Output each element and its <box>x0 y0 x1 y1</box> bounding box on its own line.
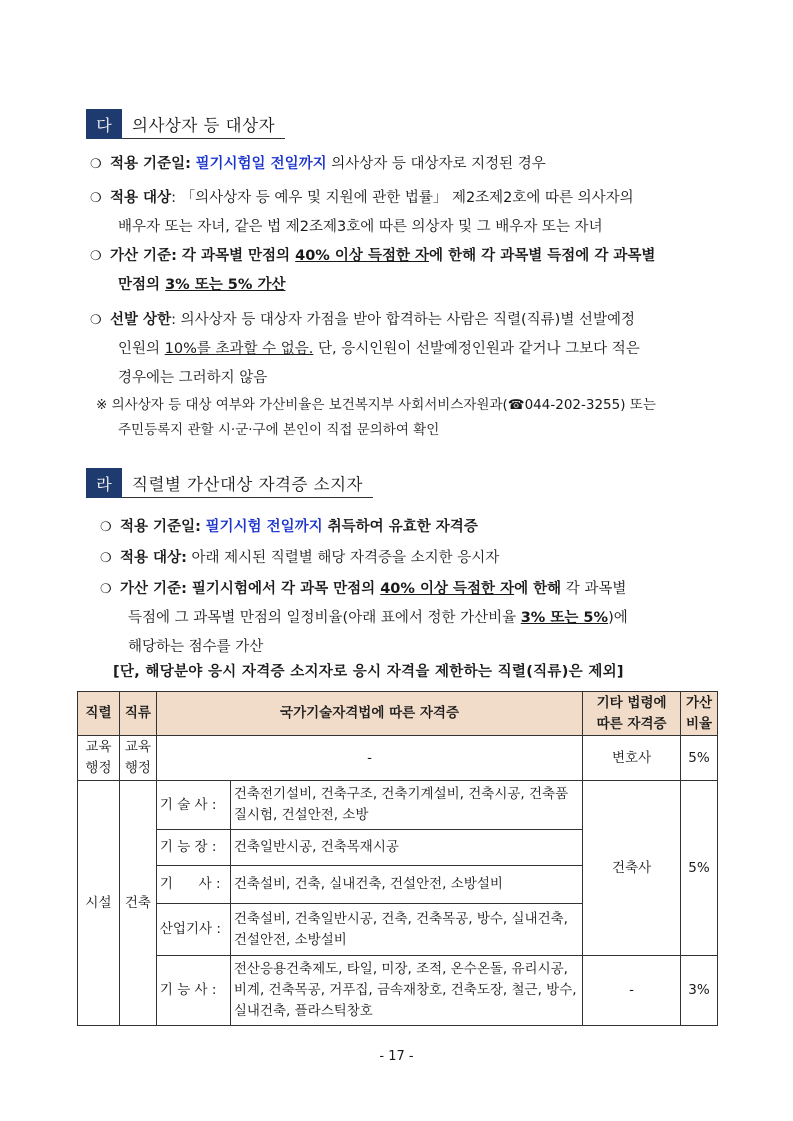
restriction-note: [단, 해당분야 응시 자격증 소지자로 응시 자격을 제한하는 직렬(직류)은 제외] <box>113 664 624 680</box>
table-row: 교육 행정 교육 행정 - 변호사 5% <box>78 736 718 781</box>
da-item-date: ❍ 적용 기준일: 필기시험일 전일까지 의사상자 등 대상자로 지정된 경우 <box>90 156 546 172</box>
da-item-limit: ❍ 선발 상한: 의사상자 등 대상자 가점을 받아 합격하는 사람은 직렬(직류)별 선발예정 인원의 10%를 초과할 수 없음. 단, 응시인원이 선발예정인원과 같거나 그보다 적은 경우에는 그러하지 않음 <box>90 312 640 386</box>
header-qualification: 국가기술자격법에 따른 자격증 <box>156 692 582 736</box>
section-da-header <box>86 109 285 139</box>
section-da-title: 의사상자 등 대상자 <box>122 109 285 139</box>
table-row: 기 능 장 : 건축일반시공, 건축목재시공 <box>78 830 718 866</box>
page-number: - 17 - <box>379 1049 414 1064</box>
section-ra-marker: 라 <box>86 468 122 498</box>
section-da-marker: 다 <box>86 109 122 139</box>
ra-item-criteria: ❍ 가산 기준: 필기시험에서 각 과목 만점의 40% 이상 득점한 자에 한해 각 과목별 득점에 그 과목별 만점의 일정비율(아래 표에서 정한 가산비율 3% 또는 5%)에 해당하는 점수를 가산 <box>100 581 628 655</box>
ra-item-target: ❍ 적용 대상: 아래 제시된 직렬별 해당 자격증을 소지한 응시자 <box>100 550 500 566</box>
da-item-target: ❍ 적용 대상: 「의사상자 등 예우 및 지원에 관한 법률」 제2조제2호에 따른 의사자의 배우자 또는 자녀, 같은 법 제2조제3호에 따른 의상자 및 그 배우자 또는 자녀 <box>90 190 634 235</box>
da-item-criteria: ❍ 가산 기준: 각 과목별 만점의 40% 이상 득점한 자에 한해 각 과목별 득점에 각 과목별 만점의 3% 또는 5% 가산 <box>90 248 656 293</box>
header-branch: 직류 <box>119 692 156 736</box>
table-header-row <box>78 692 718 736</box>
section-ra-title: 직렬별 가산대상 자격증 소지자 <box>122 468 373 498</box>
table-row: 기 능 사 : 전산응용건축제도, 타일, 미장, 조적, 온수온돌, 유리시공, 비계, 건축목공, 거푸집, 금속재창호, 건축도장, 철근, 방수, 실내건축, 플라스틱창호 - 3% <box>78 956 718 1026</box>
header-rate: 가산 비율 <box>680 692 717 736</box>
certificate-table <box>77 691 718 1026</box>
ra-item-date: ❍ 적용 기준일: 필기시험 전일까지 취득하여 유효한 자격증 <box>100 519 478 535</box>
da-note: ※ 의사상자 등 대상 여부와 가산비율은 보건복지부 사회서비스자원과(☎044-202-3255) 또는 주민등록지 관할 시·군·구에 본인이 직접 문의하여 확인 <box>96 397 656 438</box>
table-row: 산업기사 : 건축설비, 건축일반시공, 건축, 건축목공, 방수, 실내건축, 건설안전, 소방설비 <box>78 904 718 956</box>
section-ra-header <box>86 468 373 498</box>
header-series: 직렬 <box>78 692 120 736</box>
table-row: 시설 건축 기 술 사 : 건축전기설비, 건축구조, 건축기계설비, 건축시공, 건축품질시험, 건설안전, 소방 건축사 5% <box>78 781 718 830</box>
header-other: 기타 법령에 따른 자격증 <box>583 692 681 736</box>
table-row: 기 사 : 건축설비, 건축, 실내건축, 건설안전, 소방설비 <box>78 866 718 904</box>
